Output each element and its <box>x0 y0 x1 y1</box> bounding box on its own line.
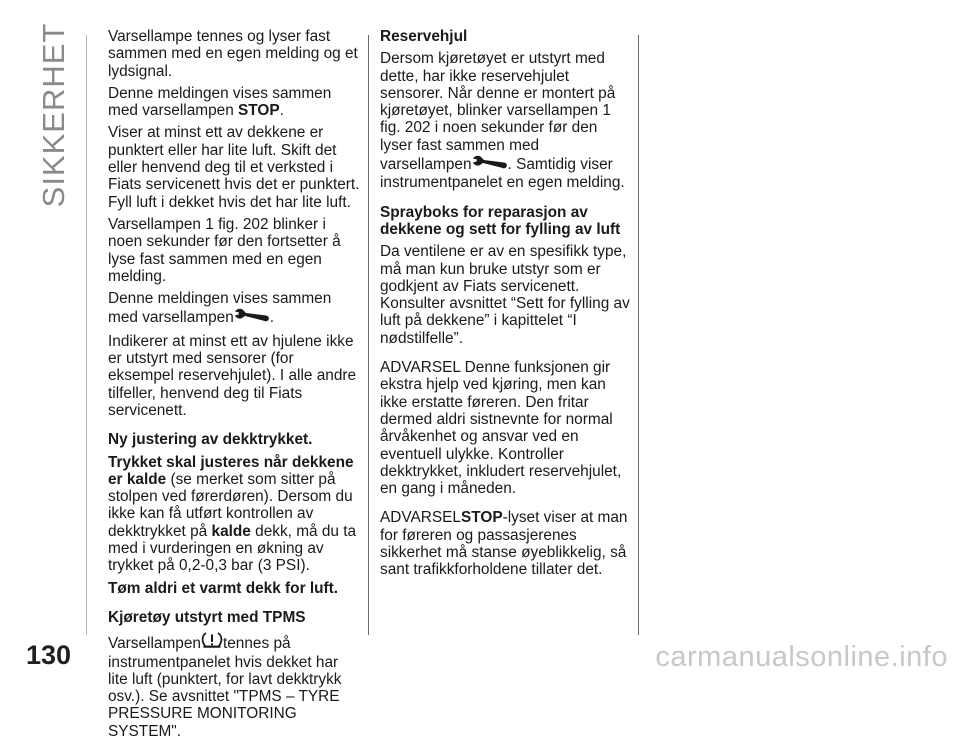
paragraph <box>108 454 360 575</box>
text: (se merket som sitter på stolpen ved førerdøren). Dersom du ikke kan få utført kontrollen av dekktrykket på <box>108 470 353 540</box>
column-left <box>108 28 360 745</box>
heading: Ny justering av dekktrykket. <box>108 431 313 449</box>
warning-paragraph: ADVARSEL Denne funksjonen gir ekstra hjelp ved kjøring, men kan ikke erstatte føreren. Den fritar dermed aldri sistnevnte for normal årvåkenhet og ansvar ved en eventuell ulykke. Kontroller dekktrykket, inkludert reservehjulet, en gang i måneden. <box>380 359 622 498</box>
column-right <box>380 28 632 584</box>
paragraph: Varsellampe tennes og lyser fast sammen med en egen melding og et lydsignal. <box>108 28 358 80</box>
wrench-icon <box>234 307 270 327</box>
text: tennes på instrumentpanelet hvis dekket har lite luft (punktert, for lavt dekktrykk osv.). Se avsnittet "TPMS – TYRE PRESSURE MONITORING SYSTEM". <box>108 635 342 740</box>
wrench-icon <box>472 154 508 174</box>
paragraph: Viser at minst ett av dekkene er punktert eller har lite luft. Skift det eller henvend deg til et verksted i Fiats servicenett hvis det er punktert. Fyll luft i dekket hvis det har lite luft. <box>108 124 360 211</box>
stop-label: STOP <box>460 509 503 527</box>
heading: Sprayboks for reparasjon av dekkene og sett for fylling av luft <box>380 203 621 238</box>
section-label <box>24 22 84 208</box>
watermark: carmanualsonline.info <box>655 641 948 673</box>
text: Dersom kjøretøyet er utstyrt med dette, har ikke reservehjulet sensorer. Når denne er montert på kjøretøyet, blinker varsellampen 1 fig. 202 i noen sekunder før den lyser fast sammen med varsellampen <box>380 50 616 174</box>
bold-text: Trykket skal justeres når dekkene er kalde <box>108 453 354 488</box>
text: Denne meldingen vises sammen med varsellampen <box>108 84 332 120</box>
text: . Samtidig viser instrumentpanelet en egen melding. <box>380 156 625 192</box>
paragraph <box>108 290 360 328</box>
paragraph: Da ventilene er av en spesifikk type, må man kun bruke utstyr som er godkjent av Fiats servicenett. Konsulter avsnittet “Sett for fylling av luft på dekkene” i kapittelet “I nødstilfelle”. <box>380 243 630 347</box>
heading: Kjøretøy utstyrt med TPMS <box>108 608 306 626</box>
text: Denne meldingen vises sammen med varsellampen <box>108 290 332 327</box>
heading: Reservehjul <box>380 28 468 45</box>
text: dekk, må du ta med i vurderingen en økning av trykket på 0,2-0,3 bar (3 PSI). <box>108 522 357 575</box>
stop-label: STOP <box>238 102 280 120</box>
paragraph: Indikerer at minst ett av hjulene ikke er utstyrt med sensorer (for eksempel reservehjulet). I alle andre tilfeller, henvend deg til Fiats servicenett. <box>108 332 357 419</box>
tyre-pressure-warning-icon <box>201 631 223 653</box>
page-number: 130 <box>26 640 72 670</box>
bold-text: kalde <box>211 522 251 540</box>
column-divider <box>368 35 369 635</box>
text: . <box>269 309 275 327</box>
text: ADVARSEL <box>380 509 461 527</box>
section-label-text: SIKKERHET <box>36 22 71 208</box>
heading: Tøm aldri et varmt dekk for luft. <box>108 579 339 597</box>
warning-paragraph <box>380 509 632 578</box>
paragraph <box>108 85 360 120</box>
paragraph: Varsellampen 1 fig. 202 blinker i noen sekunder før den fortsetter å lyse fast sammen med en egen melding. <box>108 215 341 285</box>
side-rule <box>86 35 87 635</box>
column-divider <box>638 35 639 635</box>
paragraph <box>380 50 632 191</box>
paragraph <box>108 631 360 740</box>
text: . <box>279 102 284 120</box>
text: -lyset viser at man for føreren og passasjerenes sikkerhet må stanse øyeblikkelig, så sant trafikkforholdene tillater det. <box>380 509 628 579</box>
text: Varsellampen <box>108 635 201 653</box>
